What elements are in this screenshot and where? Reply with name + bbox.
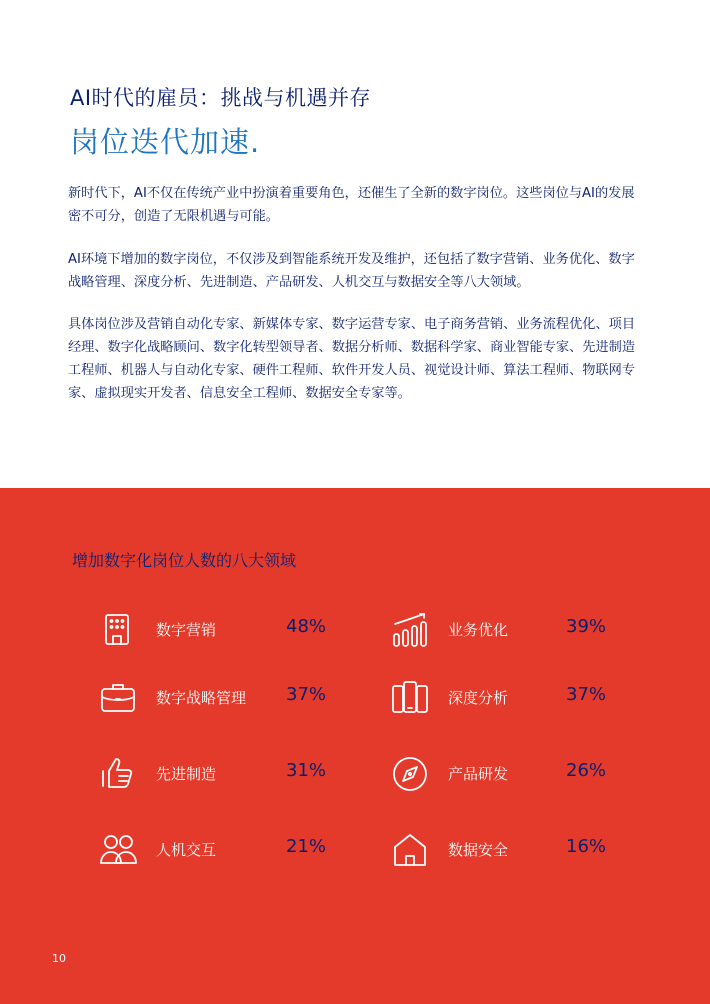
home-icon [390,830,430,870]
page-subtitle: 岗位迭代加速. [70,125,261,159]
thumbs-up-icon [98,754,138,794]
area-label: 先进制造 [156,765,217,783]
building-icon [98,610,138,650]
area-percentage: 21% [286,836,327,857]
briefcase-icon [98,678,138,718]
people-icon [98,830,138,870]
compass-icon [390,754,430,794]
stats-section [0,488,710,1004]
area-percentage: 48% [286,616,327,637]
area-label: 数据安全 [448,841,509,859]
area-label: 人机交互 [156,841,217,859]
area-percentage: 37% [566,684,607,705]
bar-growth-icon [390,610,430,650]
page-number: 10 [52,952,66,965]
area-percentage: 37% [286,684,327,705]
paragraph-1: 新时代下，AI不仅在传统产业中扮演着重要角色，还催生了全新的数字岗位。这些岗位与AI的发展密不可分，创造了无限机遇与可能。 [68,186,635,224]
area-label: 深度分析 [448,689,509,707]
paragraph-3: 具体岗位涉及营销自动化专家、新媒体专家、数字运营专家、电子商务营销、业务流程优化、项目经理、数字化战略顾问、数字化转型领导者、数据分析师、数据科学家、商业智能专家、先进制造工程师、机器人与自动化专家、硬件工程师、软件开发人员、视觉设计师、算法工程师、物联网专家、虚拟现实开发者、信息安全工程师、数据安全专家等。 [68,317,636,401]
page-title: AI时代的雇员：挑战与机遇并存 [70,86,372,110]
intro-section [0,0,710,488]
area-percentage: 31% [286,760,327,781]
area-label: 业务优化 [448,621,509,639]
area-percentage: 16% [566,836,607,857]
area-label: 产品研发 [448,765,509,783]
area-percentage: 39% [566,616,607,637]
area-label: 数字营销 [156,621,217,639]
devices-icon [390,678,430,718]
area-label: 数字战略管理 [156,689,247,707]
area-percentage: 26% [566,760,607,781]
section-title: 增加数字化岗位人数的八大领域 [72,551,297,570]
paragraph-2: AI环境下增加的数字岗位，不仅涉及到智能系统开发及维护，还包括了数字营销、业务优化、数字战略管理、深度分析、先进制造、产品研发、人机交互与数据安全等八大领域。 [68,252,635,290]
